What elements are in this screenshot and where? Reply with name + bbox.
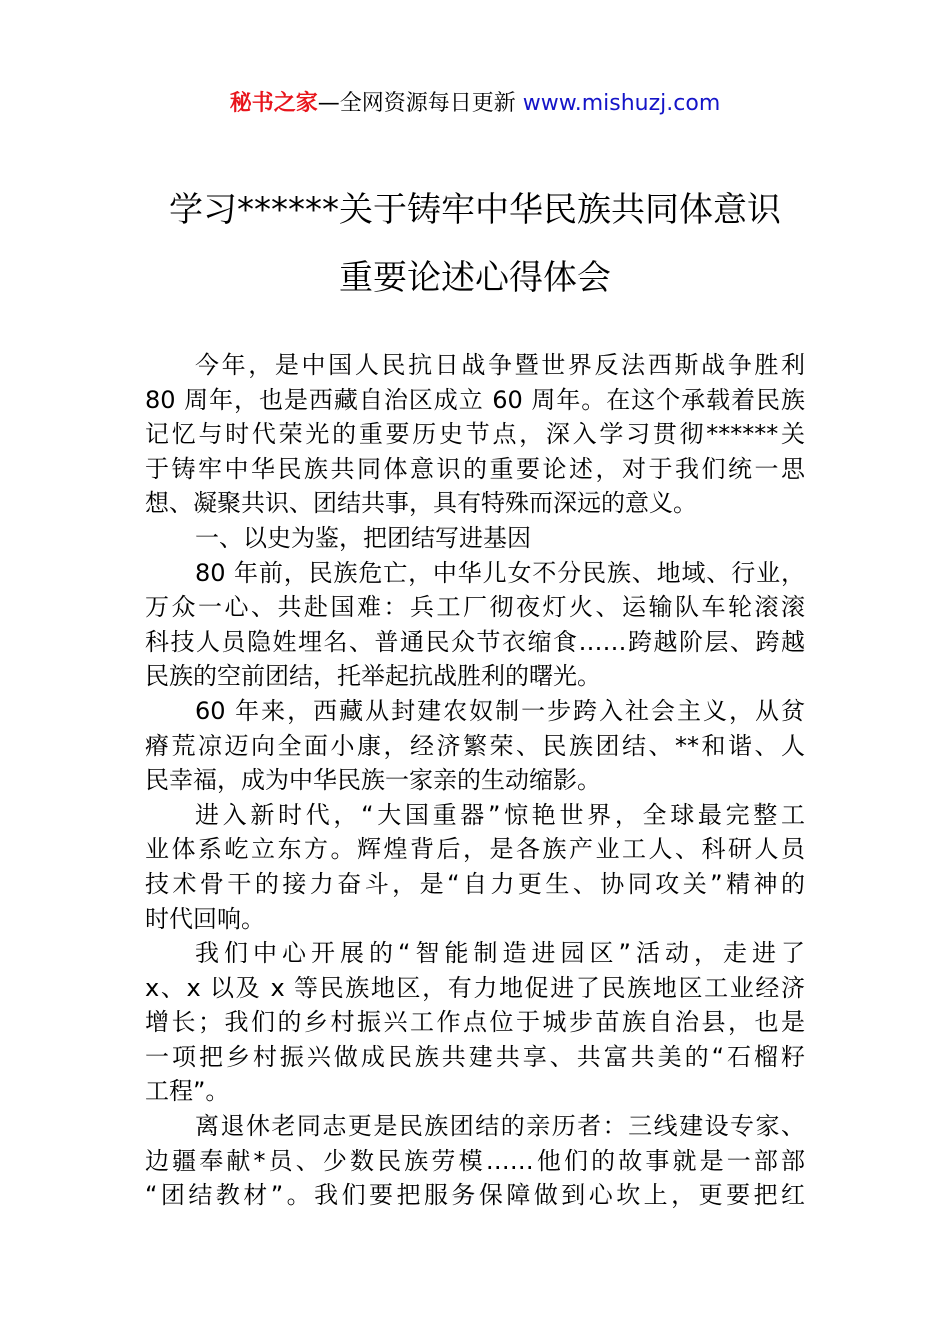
document-title-line-1: 学习******关于铸牢中华民族共同体意识 — [169, 190, 781, 230]
text-line: 一项把乡村振兴做成民族共建共享、共富共美的“石榴籽 — [145, 1042, 805, 1071]
text-line: 进入新时代，“大国重器”惊艳世界，全球最完整工 — [195, 800, 805, 829]
text-line: 记忆与时代荣光的重要历史节点，深入学习贯彻******关 — [145, 420, 805, 449]
text-line: 民幸福，成为中华民族一家亲的生动缩影。 — [145, 766, 601, 795]
text-line: 边疆奉献*员、少数民族劳模……他们的故事就是一部部 — [145, 1146, 805, 1175]
document-title-line-2: 重要论述心得体会 — [339, 258, 611, 298]
text-line: 业体系屹立东方。辉煌背后，是各族产业工人、科研人员 — [145, 835, 805, 864]
text-line: 瘠荒凉迈向全面小康，经济繁荣、民族团结、**和谐、人 — [145, 731, 805, 760]
text-line: 时代回响。 — [145, 904, 265, 933]
banner-slogan: —全网资源每日更新 — [317, 91, 523, 116]
text-line: 民族的空前团结，托举起抗战胜利的曙光。 — [145, 662, 601, 691]
document-body — [145, 348, 805, 1213]
text-line: 技术骨干的接力奋斗，是“自力更生、协同攻关”精神的 — [145, 869, 805, 898]
text-line: 于铸牢中华民族共同体意识的重要论述，对于我们统一思 — [145, 454, 805, 483]
text-line: 万众一心、共赴国难：兵工厂彻夜灯火、运输队车轮滚滚 — [145, 593, 805, 622]
text-line: “团结教材”。我们要把服务保障做到心坎上，更要把红 — [145, 1181, 805, 1210]
site-banner — [0, 88, 950, 120]
text-line: 工程”。 — [145, 1077, 230, 1106]
brand-name: 秘书之家 — [229, 91, 318, 116]
text-line: 80 周年，也是西藏自治区成立 60 周年。在这个承载着民族 — [145, 385, 805, 414]
text-line: 想、凝聚共识、团结共事，具有特殊而深远的意义。 — [145, 489, 697, 518]
text-line: 80 年前，民族危亡，中华儿女不分民族、地域、行业， — [195, 558, 805, 587]
text-line: 科技人员隐姓埋名、普通民众节衣缩食……跨越阶层、跨越 — [145, 627, 805, 656]
site-url-link[interactable]: www.mishuzj.com — [522, 91, 721, 116]
text-line: 我们中心开展的“智能制造进园区”活动，走进了 — [195, 939, 805, 968]
text-line: 60 年来，西藏从封建农奴制一步跨入社会主义，从贫 — [195, 696, 805, 725]
text-line: 增长；我们的乡村振兴工作点位于城步苗族自治县，也是 — [145, 1008, 805, 1037]
text-line: 离退休老同志更是民族团结的亲历者：三线建设专家、 — [195, 1112, 805, 1141]
text-line: 今年，是中国人民抗日战争暨世界反法西斯战争胜利 — [195, 351, 805, 379]
section-heading: 一、以史为鉴，把团结写进基因 — [195, 523, 531, 552]
text-line: x、x 以及 x 等民族地区，有力地促进了民族地区工业经济 — [145, 973, 805, 1002]
